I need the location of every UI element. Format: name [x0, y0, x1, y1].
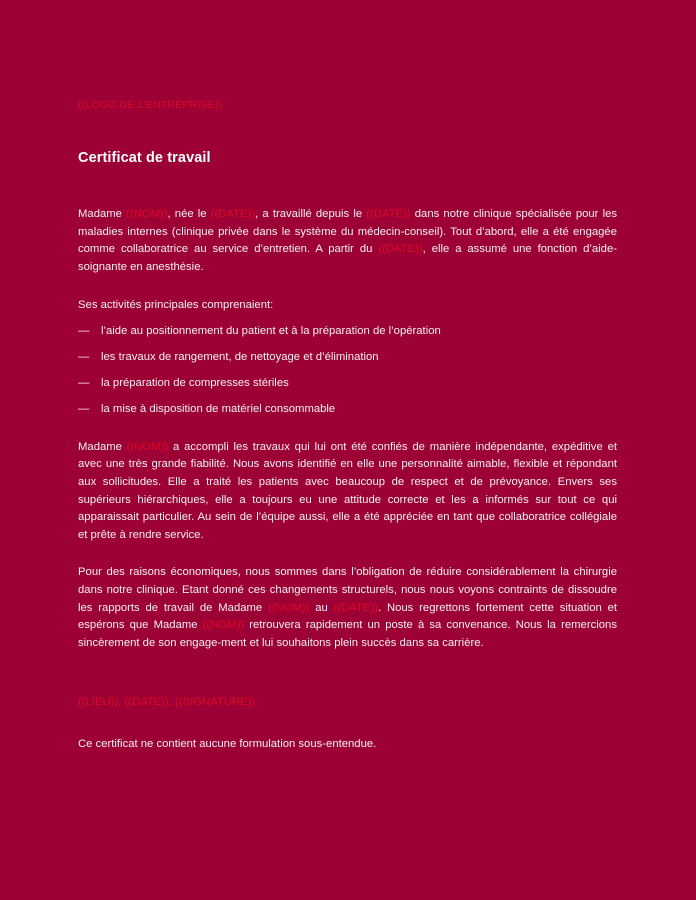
placeholder-date-role-change: ((DATE)) [378, 243, 423, 256]
list-item [78, 323, 617, 341]
termination-text-4: retrouvera rapidement un poste à sa convenance. Nous la remercions sincèrement de son engage-ment et lui souhaitons plein succès dans sa carrière. [78, 619, 617, 649]
intro-text-5: , elle a assumé une fonction d’aide-soignante en anesthésie. [78, 243, 617, 273]
list-item-label: la mise à disposition de matériel consommable [101, 403, 336, 416]
list-item [78, 401, 617, 419]
activities-list [78, 323, 617, 419]
dash-icon: — [78, 403, 90, 416]
placeholder-nom: ((NOM)) [126, 440, 169, 453]
termination-text-2: au [309, 601, 334, 614]
dash-icon: — [78, 377, 90, 390]
closing-note: Ce certificat ne contient aucune formulation sous-entendue. [78, 737, 377, 750]
placeholder-nom-1: ((NOM)) [268, 601, 310, 614]
company-logo-placeholder: ((LOGO DE L’ENTREPRISE)) [78, 99, 223, 111]
list-item-label: les travaux de rangement, de nettoyage et d’élimination [101, 351, 379, 364]
dash-icon: — [78, 351, 90, 364]
paragraph-performance [78, 439, 617, 545]
intro-text-3: , a travaillé depuis le [255, 208, 367, 220]
performance-text-2: a accompli les travaux qui lui ont été confiés de manière indépendante, expéditive et avec une très grande fiabilité. Nous avons identifié en elle une personnalité aimable, flexible et répondant aux sollicitudes. Elle a traité les patients avec beaucoup de respect et de prévoyance. Envers ses supérieurs hiérarchiques, elle a toujours eu une attitude correcte et les a informés sur tout ce qui apparaissait particulier. Au sein de l’équipe aussi, elle a été appréciée en tant que collaboratrice collégiale et prête à rendre service. [78, 440, 617, 541]
page-title: Certificat de travail [78, 150, 211, 166]
dash-icon: — [78, 324, 90, 337]
signature-placeholder-line: ((LIEU)), ((DATE)), ((SIGNATURE)) [78, 696, 256, 709]
paragraph-introduction [78, 206, 617, 276]
placeholder-nom: ((NOM)) [126, 208, 168, 220]
intro-text-4: dans notre clinique spécialisée pour les maladies internes (clinique privée dans le système du médecin-conseil). Tout d’abord, elle a été engagée comme collaboratrice au service d’entretien. A partir du [78, 208, 618, 256]
placeholder-date-start: ((DATE)) [366, 208, 411, 220]
termination-text-3: . Nous regrettons fortement cette situation et espérons que Madame [78, 601, 618, 632]
activities-intro: Ses activités principales comprenaient: [78, 299, 274, 312]
placeholder-date-end: ((DATE)) [333, 601, 378, 614]
placeholder-date-birth: ((DATE)) [210, 208, 256, 220]
list-item [78, 375, 617, 393]
performance-text-1: Madame [78, 440, 127, 453]
list-item-label: la préparation de compresses stériles [101, 377, 289, 390]
placeholder-nom-2: ((NOM)) [202, 619, 245, 632]
intro-text-1: Madame [78, 208, 127, 220]
paragraph-termination [78, 564, 617, 652]
document-footer [78, 694, 617, 753]
list-item-label: l’aide au positionnement du patient et à la préparation de l’opération [101, 324, 441, 337]
termination-text-1: Pour des raisons économiques, nous sommes dans l’obligation de réduire considérablement la chirurgie dans notre clinique. Etant donné ces changements structurels, nous nous voyons contraints de dissoudre les rapports de travail de Madame [78, 566, 617, 614]
list-item [78, 349, 617, 367]
intro-text-2: , née le [167, 208, 211, 220]
